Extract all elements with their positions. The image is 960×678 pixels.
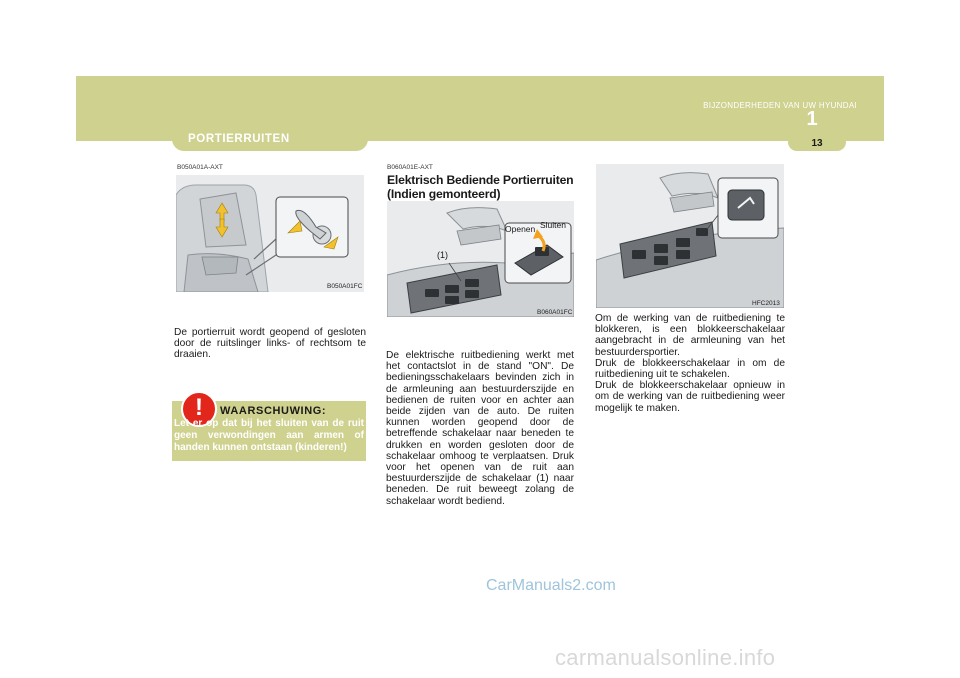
warning-exclamation: !: [195, 394, 203, 421]
lock-switch-figure: [596, 164, 784, 308]
chapter-number: 1: [806, 108, 818, 130]
page-number: 13: [788, 133, 846, 151]
warning-text: Let er op dat bij het sluiten van de ruit geen verwondingen aan armen of handen kunnen ontstaan (kinderen!): [174, 418, 364, 453]
door-illustration: [176, 175, 364, 292]
power-window-illustration: [387, 201, 574, 317]
header-section-label: BIJZONDERHEDEN VAN UW HYUNDAI: [703, 101, 857, 110]
footer-watermark[interactable]: carmanualsonline.info: [555, 645, 776, 670]
door-handle-figure: [176, 175, 364, 292]
warning-title: WAARSCHUWING:: [220, 405, 327, 417]
middle-figure-caption: B060A01FC: [537, 309, 573, 316]
right-body-text: Om de werking van de ruitbediening te blokkeren, is een blokkeerschakelaar aangebracht in de armleuning van het bestuurdersportier. Druk de blokkeerschakelaar in om de ruitbediening uit te schakelen. Druk de blokkeerschakelaar opnieuw in om de werking van de ruitbediening weer mogelijk te maken.: [595, 313, 785, 414]
right-figure-caption: HFC2013: [752, 300, 780, 307]
label-switch-1: (1): [437, 250, 448, 260]
left-figure-caption: B050A01FC: [327, 283, 363, 290]
label-sluiten: Sluiten: [540, 220, 566, 230]
section-title: PORTIERRUITEN: [188, 133, 290, 145]
lock-switch-illustration: [596, 164, 784, 308]
watermark-link[interactable]: CarManuals2.com: [486, 577, 616, 594]
left-body-text: De portierruit wordt geopend of gesloten door de ruitslinger links- of rechtsom te draaien.: [174, 327, 366, 361]
power-window-figure: [387, 201, 574, 317]
middle-section-code: B060A01E-AXT: [387, 164, 433, 171]
label-openen: Openen: [505, 224, 536, 234]
middle-heading: Elektrisch Bediende Portierruiten (Indien gemonteerd): [387, 173, 574, 201]
left-section-code: B050A01A-AXT: [177, 164, 223, 171]
middle-body-text: De elektrische ruitbediening werkt met het contactslot in de stand "ON". De bedieningsschakelaars bevinden zich in de armleuning aan bestuurderszijde en bedienen de ruiten voor en achter aan beide zijden van de auto. De ruiten kunnen worden geopend door de betreffende schakelaar naar beneden te drukken en worden gesloten door de schakelaar omhoog te verplaatsen. Druk voor het openen van de ruit aan bestuurderszijde de schakelaar (1) naar beneden. De ruit beweegt zolang de schakelaar wordt bediend.: [386, 350, 574, 507]
